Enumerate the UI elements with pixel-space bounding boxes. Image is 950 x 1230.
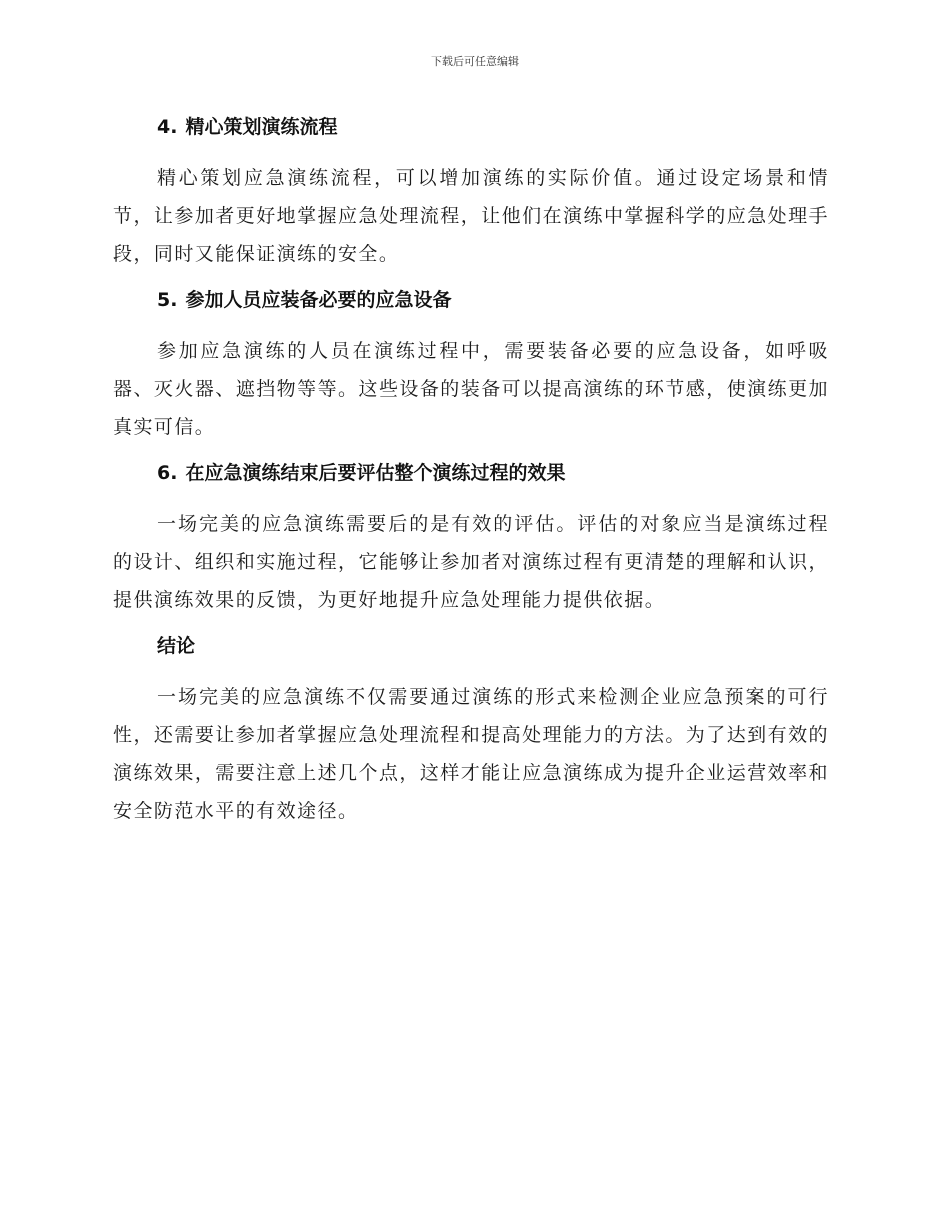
section-number: 5. xyxy=(157,289,178,311)
section-title: 在应急演练结束后要评估整个演练过程的效果 xyxy=(185,462,566,484)
section-paragraph: 参加应急演练的人员在演练过程中，需要装备必要的应急设备，如呼吸器、灭火器、遮挡物等等。这些设备的装备可以提高演练的环节感，使演练更加真实可信。 xyxy=(113,340,829,438)
section-title: 参加人员应装备必要的应急设备 xyxy=(185,289,452,311)
section-conclusion xyxy=(113,629,829,830)
section-number: 4. xyxy=(157,116,178,138)
section-number: 6. xyxy=(157,462,178,484)
section-4 xyxy=(113,110,829,273)
section-heading xyxy=(113,456,829,490)
section-paragraph: 一场完美的应急演练不仅需要通过演练的形式来检测企业应急预案的可行性，还需要让参加者掌握应急处理流程和提高处理能力的方法。为了达到有效的演练效果，需要注意上述几个点，这样才能让应急演练成为提升企业运营效率和安全防范水平的有效途径。 xyxy=(113,686,829,822)
section-paragraph: 一场完美的应急演练需要后的是有效的评估。评估的对象应当是演练过程的设计、组织和实施过程，它能够让参加者对演练过程有更清楚的理解和认识，提供演练效果的反馈，为更好地提升应急处理能力提供依据。 xyxy=(113,513,829,611)
section-heading xyxy=(113,283,829,317)
section-heading xyxy=(113,110,829,144)
section-paragraph: 精心策划应急演练流程，可以增加演练的实际价值。通过设定场景和情节，让参加者更好地掌握应急处理流程，让他们在演练中掌握科学的应急处理手段，同时又能保证演练的安全。 xyxy=(113,167,829,265)
section-heading xyxy=(113,629,829,663)
document-body xyxy=(113,110,829,830)
section-5 xyxy=(113,283,829,446)
section-title: 结论 xyxy=(157,635,196,657)
section-title: 精心策划演练流程 xyxy=(185,116,338,138)
page-header: 下载后可任意编辑 xyxy=(431,55,519,68)
section-6 xyxy=(113,456,829,619)
